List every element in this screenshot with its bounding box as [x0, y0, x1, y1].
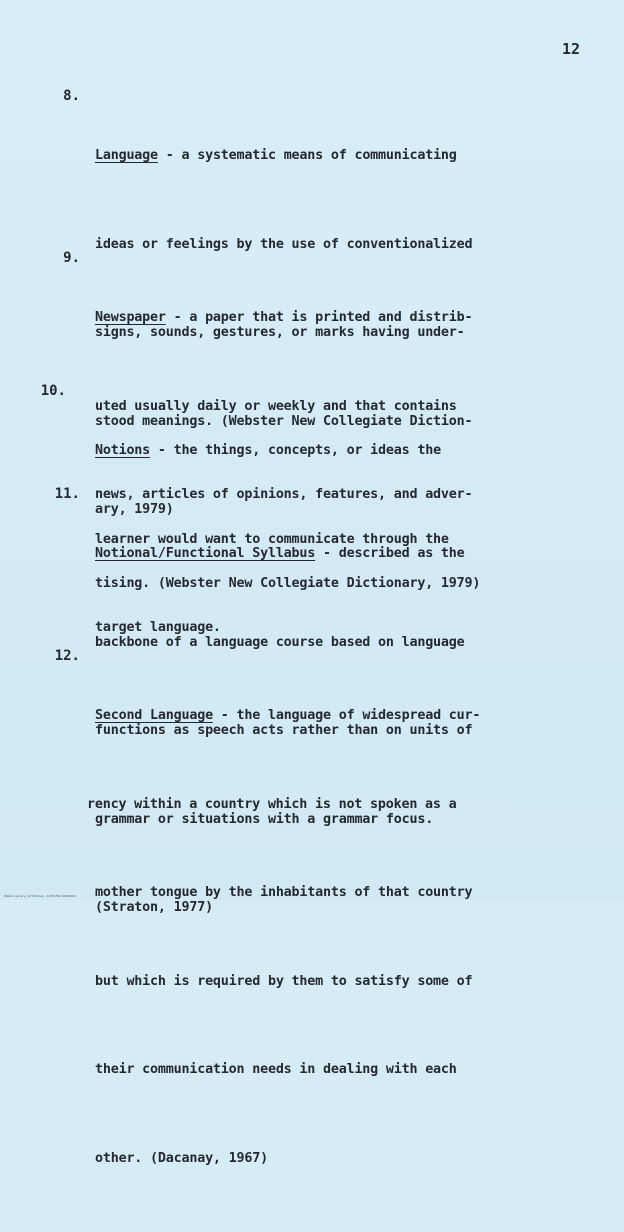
entry-line-rest: - the things, concepts, or ideas the	[150, 443, 441, 458]
entry-line-rest: - a systematic means of communicating	[157, 148, 457, 163]
entry-term: Language	[95, 148, 158, 163]
entry-line: news, articles of opinions, features, and adver-	[95, 487, 473, 502]
entry-text	[87, 642, 515, 1232]
entry-line-rest: - described as the	[315, 546, 465, 561]
entry-line: backbone of a language course based on language	[95, 634, 465, 650]
entry-line	[95, 701, 515, 731]
entry-line: uted usually daily or weekly and that contains	[95, 398, 457, 414]
entry-line	[95, 539, 515, 569]
entry-line-rest: - a paper that is printed and distrib-	[165, 310, 473, 325]
entry-number: 11.	[54, 486, 80, 502]
entry-line: mother tongue by the inhabitants of that country	[95, 885, 473, 900]
entry-number: 9.	[63, 250, 80, 266]
entry-term: Newspaper	[95, 310, 166, 325]
entry-line: target language.	[95, 620, 221, 635]
entry-line: functions as speech acts rather than on units of	[95, 723, 473, 738]
entry-line: ary, 1979)	[95, 502, 174, 517]
entry-line: learner would want to communicate through the	[95, 531, 449, 547]
entry-term: Second Language	[95, 708, 213, 723]
entry-line: ideas or feelings by the use of conventionalized	[95, 236, 473, 252]
entry-line: but which is required by them to satisfy some of	[95, 973, 473, 989]
entry-line: tising. (Webster New Collegiate Dictionary, 1979)	[95, 575, 481, 591]
entry-line	[95, 303, 515, 333]
entry-line: signs, sounds, gestures, or marks having under-	[95, 325, 465, 340]
entry-term: Notions	[95, 443, 151, 458]
entry-line: other. (Dacanay, 1967)	[95, 1150, 268, 1166]
entry-line-rest: - the language of widespread cur-	[212, 708, 481, 723]
scan-footer-mark: Mabini Library, UP Diliman - 1979 ERC 0000000	[4, 894, 76, 898]
entry-number: 8.	[63, 88, 80, 104]
entry-line: their communication needs in dealing with each	[95, 1062, 457, 1077]
entry-number: 12.	[54, 648, 80, 664]
entry-line	[95, 436, 515, 466]
entry-line: stood meanings. (Webster New Collegiate Diction-	[95, 413, 473, 429]
entry-term: Notional/Functional Syllabus	[95, 546, 316, 561]
entry-line	[95, 141, 515, 171]
entry-number: 10.	[40, 383, 66, 399]
entry-line: grammar or situations with a grammar focus.	[95, 811, 434, 827]
entry-line: rency within a country which is not spoken as a	[87, 796, 457, 812]
entry-line: (Straton, 1977)	[95, 900, 213, 915]
page-number: 12	[561, 40, 580, 58]
